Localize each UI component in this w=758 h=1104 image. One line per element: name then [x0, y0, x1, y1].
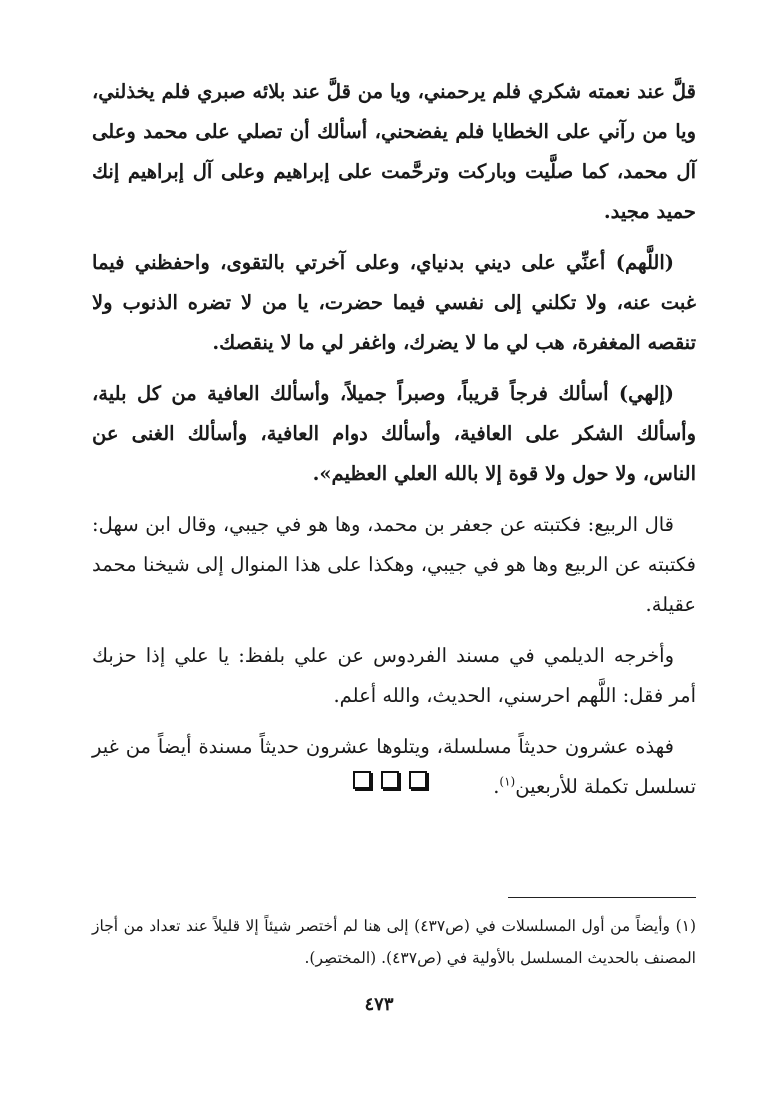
- section-separator-ornament: [353, 771, 427, 791]
- footnote-reference: (١): [499, 774, 516, 789]
- main-text: [92, 72, 696, 818]
- paragraph-5: وأخرجه الديلمي في مسند الفردوس عن علي بلفظ: يا علي إذا حزبك أمر فقل: اللَّهم احرسني، الحديث، والله أعلم.: [92, 644, 696, 707]
- paragraph-6-end: .: [493, 775, 500, 798]
- paragraph-3: (إلهي) أسألك فرجاً قريباً، وصبراً جميلاً، وأسألك العافية من كل بلية، وأسألك الشكر على العافية، وأسألك دوام العافية، وأسألك الغنى عن الناس، ولا حول ولا قوة إلا بالله العلي العظيم».: [92, 382, 696, 485]
- ornament-square-icon: [353, 771, 371, 789]
- ornament-square-icon: [381, 771, 399, 789]
- footnote: (١) وأيضاً من أول المسلسلات في (ص٤٣٧) إلى هنا لم أختصر شيئاً إلا قليلاً عند تعداد من أجاز المصنف بالحديث المسلسل بالأولية في (ص٤٣٧). (المختصِر).: [92, 917, 697, 967]
- paragraph-6: [92, 727, 696, 807]
- ornament-square-icon: [409, 771, 427, 789]
- footnote-divider: [508, 897, 696, 898]
- paragraph-6-text: فهذه عشرون حديثاً مسلسلة، ويتلوها عشرون حديثاً مسندة أيضاً من غير تسلسل تكملة للأربعين: [92, 735, 696, 798]
- paragraph-1: قلَّ عند نعمته شكري فلم يرحمني، ويا من قلَّ عند بلائه صبري فلم يخذلني، ويا من رآني على الخطايا فلم يفضحني، أسألك أن تصلي على محمد وعلى آل محمد، كما صلَّيت وباركت وترحَّمت على إبراهيم وعلى آل إبراهيم إنك حميد مجيد.: [92, 80, 696, 223]
- paragraph-4: قال الربيع: فكتبته عن جعفر بن محمد، وها هو في جيبي، وقال ابن سهل: فكتبته عن الربيع وها هو في جيبي، وهكذا على هذا المنوال إلى شيخنا محمد عقيلة.: [92, 513, 696, 616]
- paragraph-2: (اللَّهم) أعنِّي على ديني بدنياي، وعلى آخرتي بالتقوى، واحفظني فيما غبت عنه، ولا تكلني إلى نفسي فيما حضرت، يا من لا تضره الذنوب ولا تنقصه المغفرة، هب لي ما لا يضرك، واغفر لي ما لا ينقصك.: [92, 251, 696, 354]
- page-number: ٤٧٣: [364, 994, 394, 1015]
